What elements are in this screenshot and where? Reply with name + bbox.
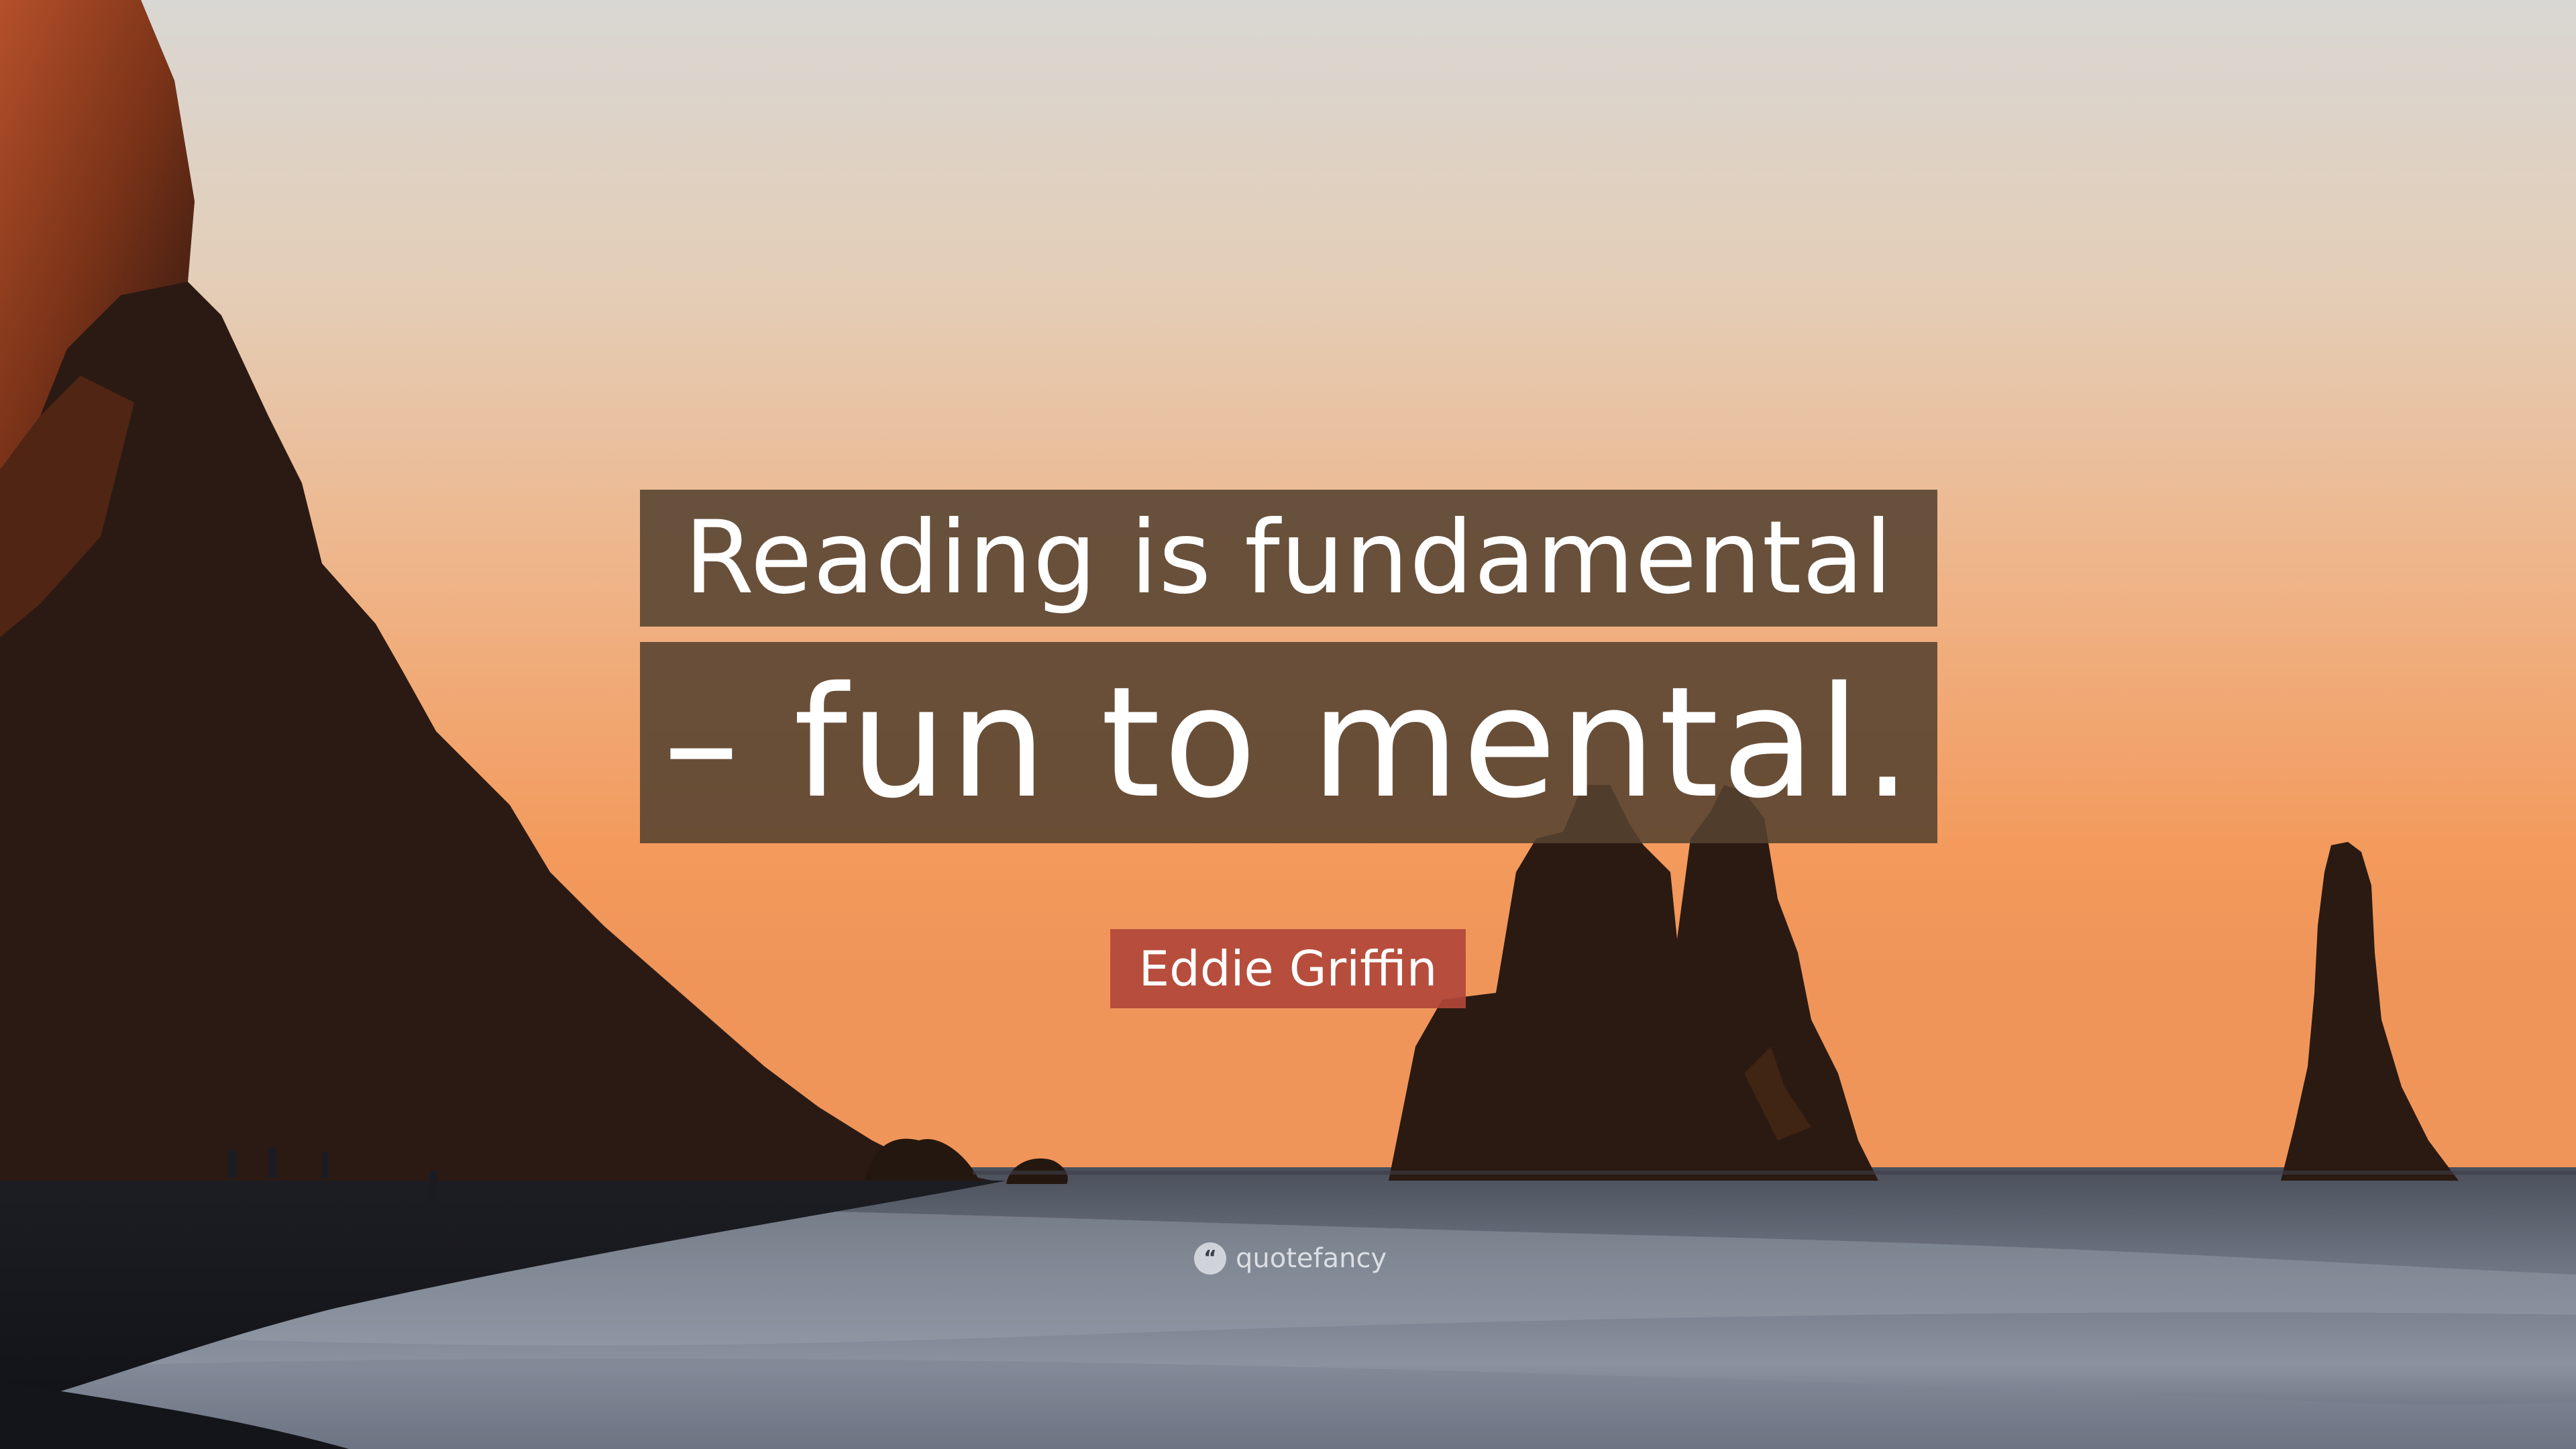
quote-marks-icon: “: [1194, 1242, 1226, 1275]
quote-line-1: [640, 490, 1937, 627]
quote-text-line-2: – fun to mental.: [663, 653, 1915, 832]
quote-line-2: [640, 642, 1937, 843]
quote-text-line-1: Reading is fundamental: [684, 500, 1893, 616]
horizon: [973, 1171, 2576, 1175]
author-badge: [1110, 929, 1466, 1008]
author-name: Eddie Griffin: [1138, 941, 1438, 997]
brand-watermark: [1194, 1240, 1387, 1277]
brand-name: quotefancy: [1236, 1243, 1387, 1274]
